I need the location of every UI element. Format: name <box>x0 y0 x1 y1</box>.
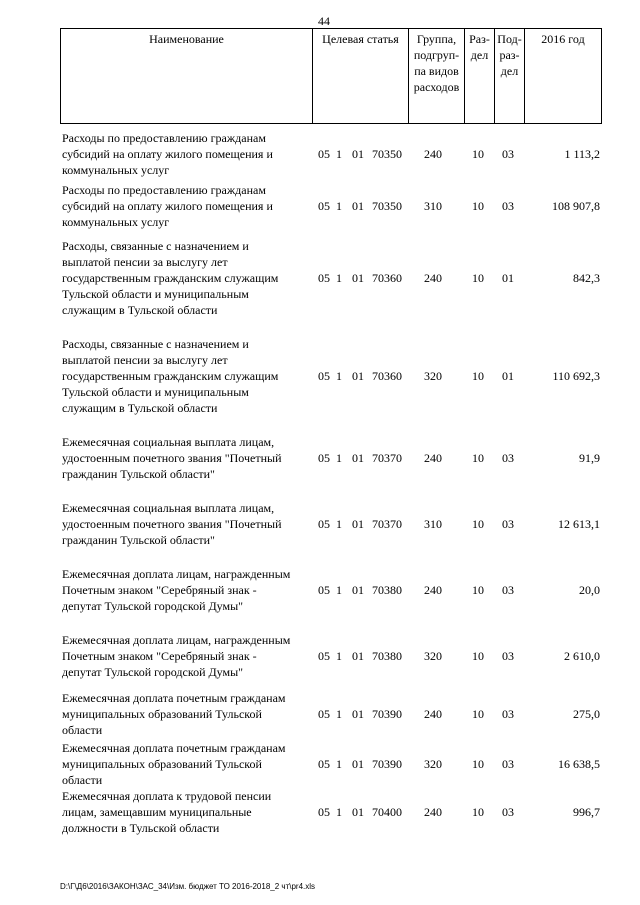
amount-value: 16 638,5 <box>558 757 600 771</box>
target-code-main-event: 01 <box>352 649 364 663</box>
header-target <box>312 28 408 124</box>
amount-value: 91,9 <box>579 451 600 465</box>
row-name-line: должности в Тульской области <box>62 821 220 835</box>
section-code: 10 <box>472 757 484 771</box>
page-number: 44 <box>318 14 330 28</box>
amount-value: 20,0 <box>579 583 600 597</box>
group-code: 320 <box>424 369 442 383</box>
subsection-code: 01 <box>502 369 514 383</box>
target-code-program: 05 <box>318 451 330 465</box>
subsection-code: 03 <box>502 805 514 819</box>
row-name-line: коммунальных услуг <box>62 163 170 177</box>
target-code-main-event: 01 <box>352 271 364 285</box>
row-name-line: области <box>62 773 103 787</box>
target-code-direction: 70400 <box>372 805 402 819</box>
row-name <box>62 740 310 788</box>
section-code: 10 <box>472 583 484 597</box>
table-row <box>0 690 640 738</box>
section-code: 10 <box>472 369 484 383</box>
target-code-subprogram: 1 <box>336 707 342 721</box>
target-code-subprogram: 1 <box>336 271 342 285</box>
header-group <box>408 28 464 124</box>
target-code-program: 05 <box>318 369 330 383</box>
header-subsection-line: раз- <box>499 48 520 62</box>
group-code: 240 <box>424 147 442 161</box>
row-name-line: Ежемесячная доплата лицам, награжденным <box>62 567 291 581</box>
group-code: 320 <box>424 757 442 771</box>
row-name-line: лицам, замещавшим муниципальные <box>62 805 252 819</box>
row-name-line: Расходы по предоставлению гражданам <box>62 183 266 197</box>
target-code-direction: 70360 <box>372 271 402 285</box>
target-code-main-event: 01 <box>352 805 364 819</box>
row-name <box>62 690 310 738</box>
table-row <box>0 130 640 178</box>
table-row <box>0 434 640 482</box>
target-code-main-event: 01 <box>352 369 364 383</box>
table-row <box>0 182 640 230</box>
subsection-code: 03 <box>502 517 514 531</box>
row-name-line: Почетным знаком "Серебряный знак - <box>62 649 257 663</box>
table-row <box>0 336 640 416</box>
header-name <box>60 28 312 124</box>
target-code-program: 05 <box>318 649 330 663</box>
target-code-direction: 70380 <box>372 649 402 663</box>
row-name-line: Расходы, связанные с назначением и <box>62 337 249 351</box>
row-name-line: Ежемесячная доплата почетным гражданам <box>62 691 286 705</box>
group-code: 240 <box>424 707 442 721</box>
target-code-subprogram: 1 <box>336 805 342 819</box>
target-code-program: 05 <box>318 805 330 819</box>
header-name-label: Наименование <box>149 32 224 46</box>
row-name-line: государственным гражданским служащим <box>62 369 279 383</box>
target-code-direction: 70380 <box>372 583 402 597</box>
target-code-program: 05 <box>318 517 330 531</box>
subsection-code: 03 <box>502 199 514 213</box>
row-name-line: удостоенным почетного звания "Почетный <box>62 451 282 465</box>
target-code-program: 05 <box>318 707 330 721</box>
target-code-direction: 70350 <box>372 147 402 161</box>
group-code: 240 <box>424 271 442 285</box>
row-name-line: Расходы по предоставлению гражданам <box>62 131 266 145</box>
section-code: 10 <box>472 147 484 161</box>
table-row <box>0 500 640 548</box>
target-code-main-event: 01 <box>352 147 364 161</box>
section-code: 10 <box>472 707 484 721</box>
target-code-direction: 70370 <box>372 451 402 465</box>
row-name <box>62 238 310 318</box>
row-name <box>62 788 310 836</box>
row-name-line: муниципальных образований Тульской <box>62 757 262 771</box>
row-name-line: Тульской области и муниципальным <box>62 287 249 301</box>
row-name-line: гражданин Тульской области" <box>62 467 215 481</box>
group-code: 320 <box>424 649 442 663</box>
row-name-line: субсидий на оплату жилого помещения и <box>62 199 273 213</box>
target-code-direction: 70350 <box>372 199 402 213</box>
section-code: 10 <box>472 451 484 465</box>
section-code: 10 <box>472 517 484 531</box>
row-name <box>62 500 310 548</box>
section-code: 10 <box>472 271 484 285</box>
target-code-subprogram: 1 <box>336 147 342 161</box>
row-name-line: Ежемесячная доплата почетным гражданам <box>62 741 286 755</box>
target-code-direction: 70360 <box>372 369 402 383</box>
amount-value: 110 692,3 <box>552 369 600 383</box>
group-code: 310 <box>424 517 442 531</box>
header-section-line: дел <box>470 48 489 62</box>
target-code-main-event: 01 <box>352 707 364 721</box>
header-group-line: па видов <box>414 64 459 78</box>
section-code: 10 <box>472 199 484 213</box>
row-name-line: Расходы, связанные с назначением и <box>62 239 249 253</box>
header-year-label: 2016 год <box>541 32 585 46</box>
row-name-line: гражданин Тульской области" <box>62 533 215 547</box>
target-code-main-event: 01 <box>352 199 364 213</box>
row-name <box>62 336 310 416</box>
target-code-main-event: 01 <box>352 583 364 597</box>
row-name <box>62 566 310 614</box>
group-code: 240 <box>424 583 442 597</box>
target-code-subprogram: 1 <box>336 583 342 597</box>
amount-value: 275,0 <box>573 707 600 721</box>
row-name-line: выплатой пенсии за выслугу лет <box>62 255 228 269</box>
target-code-subprogram: 1 <box>336 649 342 663</box>
table-row <box>0 740 640 788</box>
target-code-main-event: 01 <box>352 451 364 465</box>
row-name-line: государственным гражданским служащим <box>62 271 279 285</box>
row-name-line: Ежемесячная доплата лицам, награжденным <box>62 633 291 647</box>
row-name-line: служащим в Тульской области <box>62 401 218 415</box>
row-name-line: области <box>62 723 103 737</box>
amount-value: 12 613,1 <box>558 517 600 531</box>
section-code: 10 <box>472 649 484 663</box>
subsection-code: 01 <box>502 271 514 285</box>
row-name-line: Тульской области и муниципальным <box>62 385 249 399</box>
header-group-line: расходов <box>413 80 460 94</box>
target-code-direction: 70390 <box>372 707 402 721</box>
header-section <box>464 28 494 124</box>
row-name-line: Почетным знаком "Серебряный знак - <box>62 583 257 597</box>
target-code-direction: 70370 <box>372 517 402 531</box>
header-subsection-line: Под- <box>497 32 522 46</box>
section-code: 10 <box>472 805 484 819</box>
target-code-program: 05 <box>318 583 330 597</box>
group-code: 310 <box>424 199 442 213</box>
target-code-direction: 70390 <box>372 757 402 771</box>
table-row <box>0 238 640 318</box>
target-code-main-event: 01 <box>352 757 364 771</box>
subsection-code: 03 <box>502 649 514 663</box>
row-name-line: депутат Тульской городской Думы" <box>62 599 244 613</box>
header-group-line: Группа, <box>416 32 457 46</box>
row-name-line: удостоенным почетного звания "Почетный <box>62 517 282 531</box>
group-code: 240 <box>424 805 442 819</box>
row-name-line: депутат Тульской городской Думы" <box>62 665 244 679</box>
target-code-program: 05 <box>318 271 330 285</box>
amount-value: 108 907,8 <box>552 199 600 213</box>
target-code-program: 05 <box>318 199 330 213</box>
header-target-label: Целевая статья <box>322 32 399 46</box>
header-subsection <box>494 28 524 124</box>
row-name-line: коммунальных услуг <box>62 215 170 229</box>
header-group-line: подгруп- <box>413 48 460 62</box>
row-name-line: Ежемесячная социальная выплата лицам, <box>62 435 275 449</box>
amount-value: 996,7 <box>573 805 600 819</box>
row-name <box>62 632 310 680</box>
target-code-subprogram: 1 <box>336 199 342 213</box>
row-name-line: служащим в Тульской области <box>62 303 218 317</box>
table-row <box>0 632 640 680</box>
header-year <box>524 28 602 124</box>
row-name-line: субсидий на оплату жилого помещения и <box>62 147 273 161</box>
row-name-line: Ежемесячная социальная выплата лицам, <box>62 501 275 515</box>
subsection-code: 03 <box>502 147 514 161</box>
subsection-code: 03 <box>502 707 514 721</box>
amount-value: 842,3 <box>573 271 600 285</box>
table-row <box>0 788 640 836</box>
target-code-subprogram: 1 <box>336 451 342 465</box>
target-code-subprogram: 1 <box>336 369 342 383</box>
header-subsection-line: дел <box>500 64 519 78</box>
target-code-main-event: 01 <box>352 517 364 531</box>
row-name-line: муниципальных образований Тульской <box>62 707 262 721</box>
subsection-code: 03 <box>502 583 514 597</box>
target-code-program: 05 <box>318 147 330 161</box>
file-path-footer: D:\Г\Д6\2016\ЗАКОН\ЗАС_34\Изм. бюджет ТО 2016-2018_2 чт\pr4.xls <box>60 882 316 891</box>
amount-value: 2 610,0 <box>564 649 600 663</box>
header-section-line: Раз- <box>469 32 490 46</box>
group-code: 240 <box>424 451 442 465</box>
subsection-code: 03 <box>502 757 514 771</box>
amount-value: 1 113,2 <box>564 147 600 161</box>
target-code-subprogram: 1 <box>336 757 342 771</box>
subsection-code: 03 <box>502 451 514 465</box>
row-name-line: Ежемесячная доплата к трудовой пенсии <box>62 789 272 803</box>
target-code-program: 05 <box>318 757 330 771</box>
row-name <box>62 182 310 230</box>
row-name-line: выплатой пенсии за выслугу лет <box>62 353 228 367</box>
row-name <box>62 434 310 482</box>
row-name <box>62 130 310 178</box>
target-code-subprogram: 1 <box>336 517 342 531</box>
table-row <box>0 566 640 614</box>
